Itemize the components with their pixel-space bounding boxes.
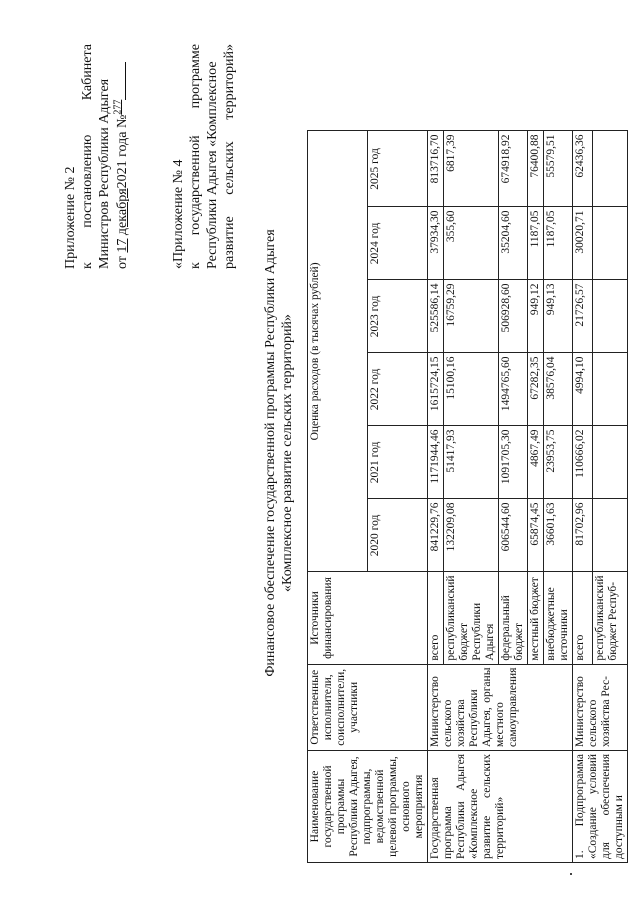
value-cell: 37934,30 <box>428 207 444 280</box>
executors-cell: Министерство сельского хозяйства Рес- <box>573 664 628 750</box>
header-year: 2024 год <box>368 207 428 280</box>
value-cell: 606544,60 <box>499 499 528 572</box>
value-cell: 67282,35 <box>528 353 544 426</box>
header-sources: Источники финансирования <box>308 572 428 664</box>
appendix-block <box>62 44 131 269</box>
value-cell: 110666,02 <box>573 426 593 499</box>
header-estimate: Оценка расходов (в тысячах рублей) <box>308 131 368 572</box>
table-row <box>428 131 444 863</box>
appendix-line: Республики Адыгея «Комплексное <box>205 61 220 269</box>
value-cell: 36601,63 <box>544 499 573 572</box>
value-cell: 355,60 <box>444 207 499 280</box>
value-cell: 21726,57 <box>573 280 593 353</box>
value-cell <box>592 426 627 499</box>
value-cell: 949,13 <box>544 280 573 353</box>
appendix-date-line: от 17 декабря2021 года №$^{277}$ <box>113 44 131 269</box>
value-cell: 55579,51 <box>544 131 573 207</box>
header-name: Наименование государственной программы Республики Адыгея, подпрограммы, ведомственной целевой программы, основного мероприятия <box>308 751 428 863</box>
header-year: 2023 год <box>368 280 428 353</box>
value-cell: 1091705,30 <box>499 426 528 499</box>
header-year: 2022 год <box>368 353 428 426</box>
subprogram-name-cell: 1. Подпрограмма «Создание условий для обеспечения доступным и <box>573 751 628 863</box>
value-cell: 16759,29 <box>444 280 499 353</box>
executors-cell: Министерство сельского хозяйства Республики Адыгея, органы местного самоуправления <box>428 664 573 750</box>
value-cell <box>592 131 627 207</box>
value-cell: 674918,92 <box>499 131 528 207</box>
document-title: Финансовое обеспечение государственной программы Республики Адыгея <box>263 229 278 677</box>
value-cell: 35204,60 <box>499 207 528 280</box>
value-cell: 1494765,60 <box>499 353 528 426</box>
value-cell: 4994,10 <box>573 353 593 426</box>
source-cell: всего <box>428 572 444 664</box>
table-row <box>573 131 593 863</box>
value-cell: 506928,60 <box>499 280 528 353</box>
value-cell <box>592 499 627 572</box>
appendix-block-2 <box>170 44 238 269</box>
appendix-line: развитие сельских территорий» <box>222 44 237 269</box>
value-cell: 81702,96 <box>573 499 593 572</box>
value-cell: 51417,93 <box>444 426 499 499</box>
value-cell: 62436,36 <box>573 131 593 207</box>
value-cell: 6817,39 <box>444 131 499 207</box>
appendix-line: Приложение № 2 <box>63 166 78 269</box>
value-cell: 1187,05 <box>528 207 544 280</box>
value-cell: 15100,16 <box>444 353 499 426</box>
value-cell: 38576,04 <box>544 353 573 426</box>
value-cell: 1615724,15 <box>428 353 444 426</box>
scan-speck <box>570 873 572 875</box>
value-cell: 949,12 <box>528 280 544 353</box>
appendix-line: «Приложение № 4 <box>171 159 186 269</box>
value-cell: 1171944,46 <box>428 426 444 499</box>
value-cell: 525586,14 <box>428 280 444 353</box>
appendix-line: к постановлению Кабинета <box>80 44 95 269</box>
appendix-line: к государственной программе <box>188 44 203 269</box>
value-cell: 65874,45 <box>528 499 544 572</box>
value-cell: 1187,05 <box>544 207 573 280</box>
document-subtitle: «Комплексное развитие сельских территорий» <box>280 314 295 592</box>
header-year: 2020 год <box>368 499 428 572</box>
value-cell: 841229,76 <box>428 499 444 572</box>
value-cell: 76400,88 <box>528 131 544 207</box>
value-cell: 813716,70 <box>428 131 444 207</box>
source-cell: федеральный бюджет <box>499 572 528 664</box>
value-cell: 23953,75 <box>544 426 573 499</box>
source-cell: республиканский бюджет Республики Адыгея <box>444 572 499 664</box>
value-cell <box>592 207 627 280</box>
header-year: 2025 год <box>368 131 428 207</box>
value-cell <box>592 280 627 353</box>
value-cell: 30020,71 <box>573 207 593 280</box>
source-cell: республиканский бюджет Респуб- <box>592 572 627 664</box>
header-year: 2021 год <box>368 426 428 499</box>
header-executors: Ответственные исполнители, соисполнители, участники <box>308 664 428 750</box>
source-cell: местный бюджет <box>528 572 544 664</box>
value-cell: 4867,49 <box>528 426 544 499</box>
appendix-line: Министров Республики Адыгея <box>97 78 112 269</box>
program-name-cell: Государственная программа Республики Адыгея «Комплексное развитие сельских территорий» <box>428 751 573 863</box>
value-cell: 132209,08 <box>444 499 499 572</box>
financing-table <box>307 130 628 863</box>
source-cell: всего <box>573 572 593 664</box>
source-cell: внебюджетные источники <box>544 572 573 664</box>
value-cell <box>592 353 627 426</box>
